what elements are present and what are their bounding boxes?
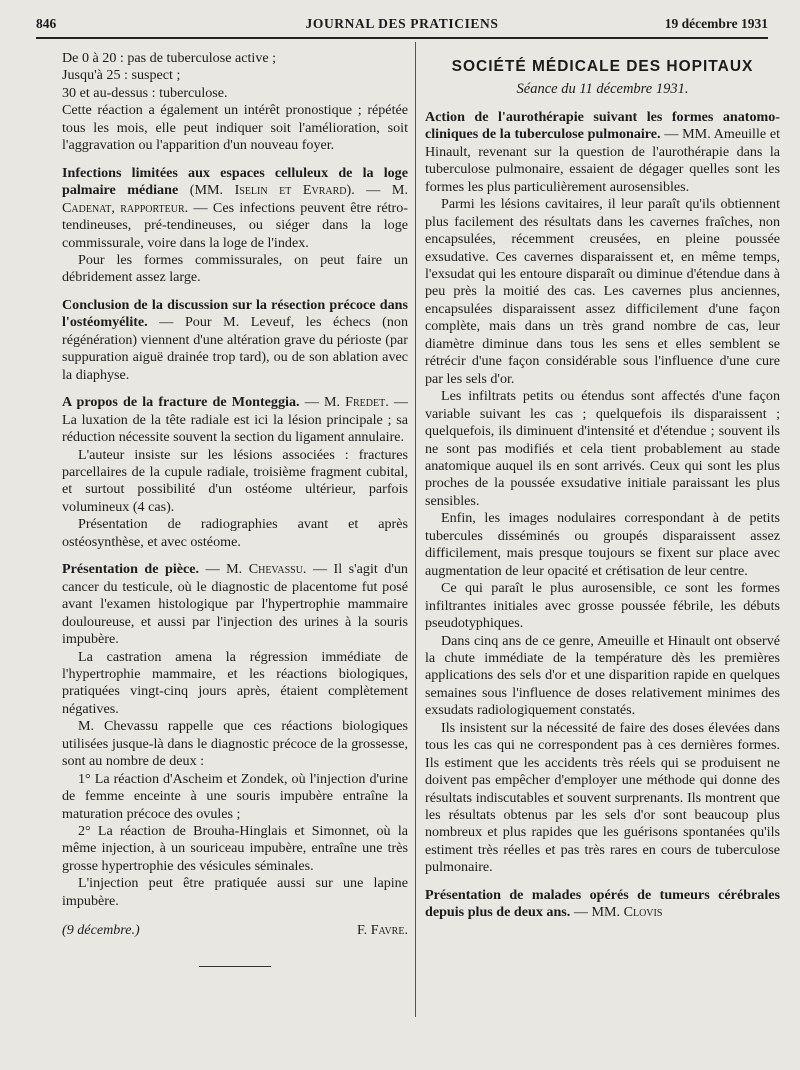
paragraph: 2° La réaction de Brouha-Hinglais et Simonnet, où la même injection, à un souriceau impubère, entraîne une très grosse hypertrophie des vésicules séminales. [62,823,408,874]
paragraph: — MM. Ameuille et Hinault, revenant sur la question de l'aurothérapie dans la tuberculose pulmonaire, essaient de dégager quelles sont les formes les plus particulièrement aurosensibles. [425,126,781,195]
paragraph: L'injection peut être pratiquée aussi sur une lapine impubère. [62,875,408,909]
paragraph: Parmi les lésions cavitaires, il leur paraît qu'ils obtiennent plus facilement des résultats dans les cavernes fraîches, non encapsulées, récemment creusées, en pleine poussée exsudative. Ces cavernes disparaissent et, en même temps, l'exsudat qui les entoure disparaît ou diminue d'étendue dans à peu près la moitié des cas. Les cavernes plus anciennes, encapsulées disparaissent assez difficilement d'une façon complète, mais dans un très grand nombre de cas, leur diamètre diminue dans tous les sens et elles semblent se rétrécir d'une façon considérable sous l'influence d'une cure par les sels d'or. [425,196,780,387]
session-date: Séance du 11 décembre 1931. [516,81,689,98]
paragraph: Dans cinq ans de ce genre, Ameuille et Hinault ont observé la chute immédiate de la température dès les premières applications des sels d'or et une disparition rapide en quelques semaines sous l'influence de doses relativement minimes des exsudats radiologiquement constatés. [425,632,780,719]
section-title: Présentation de pièce. [62,561,200,578]
paragraph: Présentation de radiographies avant et après ostéosynthèse, et avec ostéome. [62,516,408,550]
section-title: Infections limitées aux espaces celluleux de la loge palmaire médiane [62,164,408,199]
header-rule [36,37,768,39]
paragraph: L'auteur insiste sur les lésions associées : fractures parcellaires de la cupule radiale, troisième fragment cubital, et surtout possibilité d'un ostéome ultérieur, parfois volumineux (4 cas). [62,446,408,515]
page-number: 846 [36,16,57,31]
paragraph: Ils insistent sur la nécessité de faire des doses élevées dans tous les cas qui ne correspondent pas à ces dernières formes. Ils estiment que les accidents très réels qui se produisent ne doivent pas empêcher d'employer une méthode qui donne des résultats indiscutables et souvent surprenants. Ils montrent que les résultats obtenus par les sels d'or sont beaucoup plus nombreux et plus rapides que les guérisons spontanées qu'ils estiment très réelles et pas très rares en cours de tuberculose pulmonaire. [425,719,780,876]
end-rule [199,966,271,968]
paragraph: Pour les formes commissurales, on peut faire un débridement assez large. [62,251,408,286]
right-column [425,58,780,922]
section-authors: (MM. Iselin et Evrard). [189,182,355,199]
section-infections [62,165,408,252]
paragraph: — Ces infections peuvent être rétro-tendineuses, pré-tendineuses, ou siéger dans la loge commissurale, voire dans la loge de l'index. [62,199,408,251]
section-tumeurs [425,887,780,922]
section-title: Conclusion de la discussion sur la résection précoce dans l'ostéomyélite. [62,296,408,331]
section-title: Action de l'aurothérapie suivant les formes anatomo-cliniques de la tuberculose pulmonaire. [425,108,780,143]
paragraph: 1° La réaction d'Ascheim et Zondek, où l'injection d'urine de femme enceinte à une souris impubère entraîne la maturation précoce des ovules ; [62,770,408,822]
page-header [36,14,768,36]
paragraph: Les infiltrats petits ou étendus sont affectés d'une façon variable suivant les cas ; quelquefois ils disparaissent ; quelquefois, ils diminuent d'intensité et d'étendue ; souvent ils ne sont pas modifiés et cela tient probablement au stade anatomique auquel ils en sont arrivés. Ceux qui sont les plus proches de la poussée exsudative initiale paraissant les plus sensibles. [425,388,780,509]
left-column [62,50,408,967]
section-title: Présentation de malades opérés de tumeurs cérébrales depuis plus de deux ans. [425,886,780,921]
section-aurotherapie [425,109,780,196]
section-title: A propos de la fracture de Monteggia. [62,394,300,411]
section-author: — M. Fredet. [304,394,389,411]
scale-line: 30 et au-dessus : tuberculose. [62,84,228,101]
section-author: — MM. Clovis [573,904,663,921]
signature-date: (9 décembre.) [62,922,140,939]
scale-line: De 0 à 20 : pas de tuberculose active ; [62,50,277,66]
issue-date: 19 décembre 1931 [664,16,768,31]
column-divider [415,42,416,1017]
section-osteomyelite [62,297,408,384]
paragraph: Enfin, les images nodulaires correspondant à de petits tubercules disséminés ou groupés disparaissent assez difficilement, mais presque toujours se fixent sur place avec augmentation de leur opacité et crétisation de leur centre. [425,510,780,579]
paragraph: M. Chevassu rappelle que ces réactions biologiques utilisées jusque-là dans le diagnostic précoce de la grossesse, sont au nombre de deux : [62,718,408,770]
paragraph: — Pour M. Leveuf, les échecs (non régénération) viennent d'une altération grave du périoste (par suppuration aiguë drainée trop tard), ou de son ablation avec la diaphyse. [62,314,408,383]
rapporteur: — M. Cadenat, rapporteur. [62,182,408,216]
signature-line [62,922,408,939]
journal-title: JOURNAL DES PRATICIENS [305,16,499,31]
section-author: — M. Chevassu. [205,561,307,578]
paragraph: Cette réaction a également un intérêt pronostique ; répétée tous les mois, elle peut indiquer soit l'amélioration, soit l'aggravation ou l'apparition d'un nouveau foyer. [62,102,408,154]
paragraph: — La luxation de la tête radiale est ici la lésion principale ; sa réduction nécessite souvent la section du ligament annulaire. [62,394,409,446]
paragraph: Ce qui paraît le plus aurosensible, ce sont les formes infiltrantes initiales avec grosse poussée fébrile, les débuts pseudotyphiques. [425,580,780,632]
paragraph: — Il s'agit d'un cancer du testicule, où le diagnostic de placentome fut posé avant l'examen histologique par l'hypertrophie mammaire douloureuse, et aussi par l'injection des urines à la souris impubère. [62,561,408,648]
signature-name: F. Favre. [356,922,408,939]
section-monteggia [62,394,408,446]
paragraph: La castration amena la régression immédiate de l'hypertrophie mammaire, et les réactions biologiques, pratiquées vingt-cinq jours après, étaient complètement négatives. [62,648,408,717]
society-heading: SOCIÉTÉ MÉDICALE DES HOPITAUX [451,58,754,75]
section-piece [62,561,408,648]
scale-line: Jusqu'à 25 : suspect ; [62,67,181,84]
